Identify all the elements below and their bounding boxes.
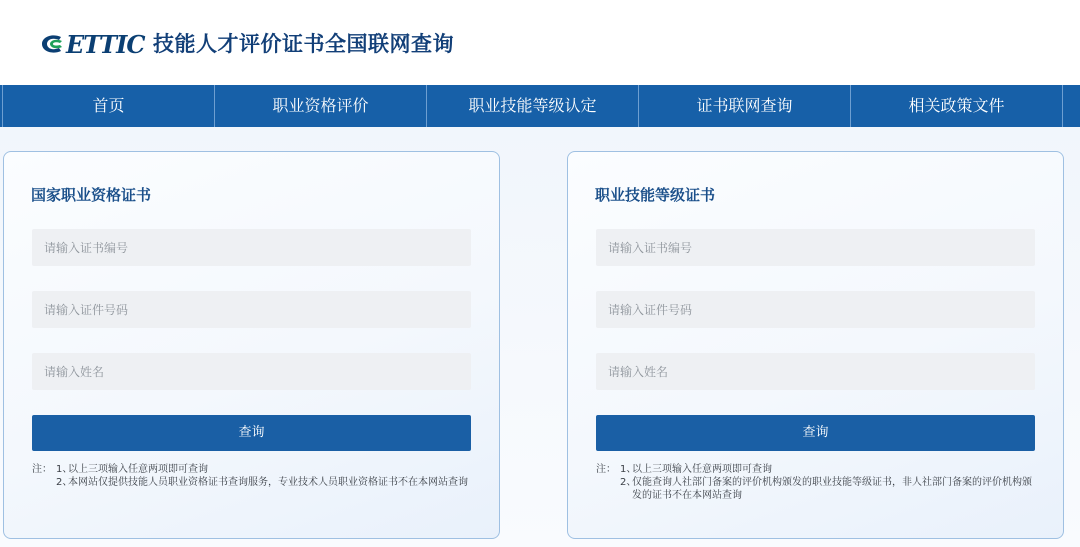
- panel-title: 职业技能等级证书: [595, 186, 716, 204]
- nav-item-qualification-evaluation[interactable]: 职业资格评价: [215, 85, 427, 127]
- note-text: 仅能查询人社部门备案的评价机构颁发的职业技能等级证书，非人社部门备案的评价机构颁发的证书不在本网站查询: [632, 477, 1032, 501]
- nav-item-policy-documents[interactable]: 相关政策文件: [851, 85, 1063, 127]
- query-notes: [32, 463, 477, 489]
- note-text: 以上三项输入任意两项即可查询: [68, 464, 208, 475]
- nav-tail: [1063, 85, 1080, 127]
- panel-title: 国家职业资格证书: [31, 186, 152, 204]
- site-header: [0, 0, 1080, 85]
- name-input[interactable]: [32, 353, 471, 390]
- note-number: 1、: [56, 464, 73, 475]
- query-button[interactable]: 查询: [596, 415, 1035, 451]
- id-number-input[interactable]: [32, 291, 471, 328]
- note-line: [596, 476, 1041, 502]
- query-button[interactable]: 查询: [32, 415, 471, 451]
- note-line: [32, 476, 477, 489]
- certificate-number-input[interactable]: [596, 229, 1035, 266]
- main-content: [0, 127, 1080, 547]
- query-notes: [596, 463, 1041, 502]
- certificate-number-input[interactable]: [32, 229, 471, 266]
- note-prefix: 注：: [32, 464, 52, 475]
- note-prefix: 注：: [596, 464, 616, 475]
- site-title: 技能人才评价证书全国联网查询: [153, 32, 454, 56]
- note-line: [32, 463, 477, 476]
- id-number-input[interactable]: [596, 291, 1035, 328]
- logo-swoosh-icon: [40, 32, 64, 56]
- note-number: 1、: [620, 464, 637, 475]
- nav-item-certificate-query[interactable]: 证书联网查询: [639, 85, 851, 127]
- name-input[interactable]: [596, 353, 1035, 390]
- nav-item-home[interactable]: 首页: [3, 85, 215, 127]
- note-line: [596, 463, 1041, 476]
- skill-level-certificate-panel: [567, 151, 1064, 539]
- note-number: 2、: [56, 477, 73, 488]
- vocational-qualification-panel: [3, 151, 500, 539]
- logo-text: ETTIC: [66, 29, 145, 59]
- note-text: 以上三项输入任意两项即可查询: [632, 464, 772, 475]
- main-nav: [0, 85, 1080, 127]
- site-logo[interactable]: [40, 30, 144, 58]
- note-text: 本网站仅提供技能人员职业资格证书查询服务，专业技术人员职业资格证书不在本网站查询: [68, 477, 468, 488]
- note-number: 2、: [620, 477, 637, 488]
- nav-item-skill-level-certification[interactable]: 职业技能等级认定: [427, 85, 639, 127]
